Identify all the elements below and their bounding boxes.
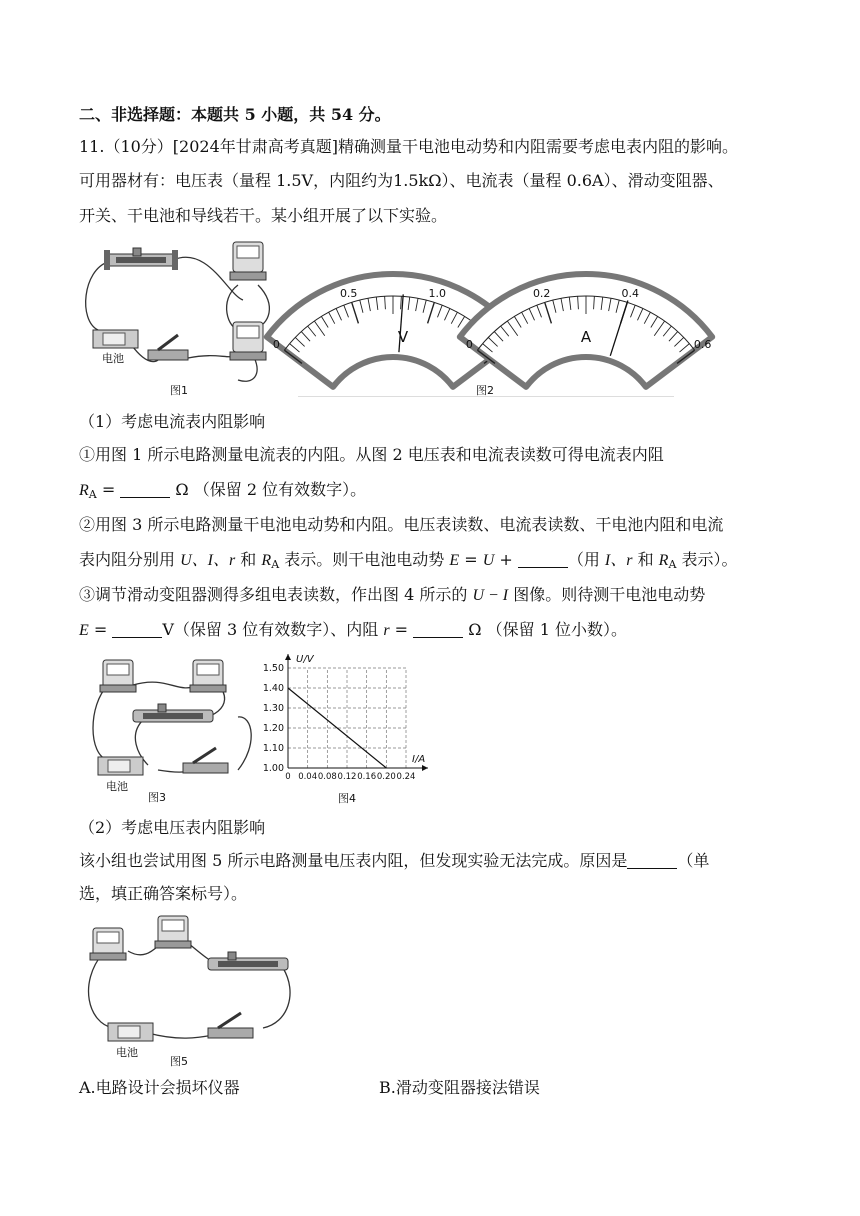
section-title: 二、非选择题：本题共 5 小题，共 54 分。 <box>79 105 391 124</box>
figure-3 <box>78 655 268 805</box>
step2-text-d: 表示）。 <box>676 550 738 569</box>
ammeter-tick-label: 0.6 <box>693 338 712 352</box>
x-tick-label: 0 <box>285 772 291 782</box>
voltmeter-tick-label: 0.5 <box>339 286 358 300</box>
q11-line2: 可用器材有：电压表（量程 1.5V，内阻约为1.5kΩ）、电流表（量程 0.6A）、滑动变阻器、 <box>79 171 724 190</box>
step3-E: E <box>79 622 89 639</box>
step2-and2: 和 <box>632 550 659 569</box>
x-tick-label: 0.24 <box>396 772 416 782</box>
step2-line1: ②用图 3 所示电路测量干电池电动势和内阻。电压表读数、电流表读数、干电池内阻和电流 <box>79 515 724 534</box>
figure-divider <box>298 396 674 397</box>
voltmeter-icon <box>190 660 226 692</box>
step3-eq: = <box>88 620 113 639</box>
battery-icon <box>93 330 138 348</box>
figure-5 <box>78 913 298 1068</box>
rheostat-icon <box>133 704 213 722</box>
ra-symbol: R <box>79 482 89 499</box>
q11-line1: 11.（10分）[2024年甘肃高考真题]精确测量干电池电动势和内阻需要考虑电表内阻的影响。 <box>79 137 739 156</box>
answer-blank-choice[interactable] <box>627 852 677 869</box>
step3-mid: V（保留 3 位有效数字）、内阻 <box>162 620 384 639</box>
voltmeter-meter-letter: V <box>397 328 409 346</box>
step2-eq: = <box>459 550 483 569</box>
voltmeter-icon <box>230 242 266 280</box>
answer-blank-emf[interactable] <box>112 621 162 638</box>
ammeter-meter-letter: A <box>580 328 592 346</box>
answer-blank-emf-expr[interactable] <box>518 551 568 568</box>
fig1-caption: 图1 <box>170 384 188 397</box>
data-line <box>288 688 386 768</box>
x-tick-label: 0.04 <box>298 772 318 782</box>
x-tick-label: 0.16 <box>357 772 377 782</box>
rheostat-icon <box>104 248 178 270</box>
ammeter-icon <box>155 916 191 948</box>
step3-line1 <box>79 584 705 607</box>
step2-E: E <box>449 552 460 569</box>
ammeter-tick-label: 0 <box>465 338 473 352</box>
rheostat-icon <box>208 952 288 970</box>
y-axis-label: U/V <box>296 654 314 665</box>
step2-ra2: R <box>658 552 669 569</box>
step1-line1: ①用图 1 所示电路测量电流表的内阻。从图 2 电压表和电流表读数可得电流表内阻 <box>79 445 664 464</box>
y-tick-label: 1.40 <box>262 683 284 694</box>
step2-line2 <box>79 549 738 576</box>
step2-text-c: （用 <box>567 550 605 569</box>
x-axis-label: I/A <box>412 754 426 765</box>
ammeter-icon <box>100 660 136 692</box>
fig5-battery-label: 电池 <box>116 1046 138 1059</box>
y-tick-label: 1.30 <box>262 703 284 714</box>
step2-plus: + <box>494 550 518 569</box>
step2-and: 和 <box>235 550 262 569</box>
y-tick-label: 1.10 <box>262 743 284 754</box>
part2-text: 该小组也尝试用图 5 所示电路测量电压表内阻，但发现实验无法完成。原因是 <box>79 851 628 870</box>
step3-text-b: 图像。则待测干电池电动势 <box>508 585 706 604</box>
y-axis-arrow <box>285 654 291 660</box>
fig1-battery-label: 电池 <box>102 352 124 365</box>
answer-blank-ra[interactable] <box>120 481 170 498</box>
step2-U: U <box>482 552 495 569</box>
x-axis-arrow <box>422 765 428 771</box>
step2-ra-sub: A <box>271 558 280 571</box>
fig3-battery-label: 电池 <box>106 780 128 793</box>
ra-subscript: A <box>88 488 97 501</box>
x-tick-label: 0.12 <box>337 772 357 782</box>
figure-1 <box>78 240 298 400</box>
step2-text-a: 表内阻分别用 <box>79 550 181 569</box>
battery-icon <box>108 1023 153 1041</box>
step2-ra2-sub: A <box>668 558 677 571</box>
fig5-caption: 图5 <box>170 1055 188 1068</box>
y-tick-label: 1.00 <box>262 763 284 774</box>
circuit-diagram-1 <box>78 240 298 400</box>
part2-title: （2）考虑电压表内阻影响 <box>79 818 266 837</box>
x-tick-label: 0.08 <box>317 772 337 782</box>
voltmeter-tick-label: 0 <box>272 338 280 352</box>
step2-ra: R <box>261 552 272 569</box>
switch-icon <box>148 335 188 360</box>
battery-icon <box>98 757 143 775</box>
option-a[interactable]: A.电路设计会损坏仪器 <box>79 1078 240 1097</box>
figure-4 <box>252 648 442 808</box>
fig4-caption: 图4 <box>338 792 356 805</box>
part1-title: （1）考虑电流表内阻影响 <box>79 412 266 431</box>
x-tick-label: 0.20 <box>376 772 396 782</box>
y-tick-label: 1.20 <box>262 723 284 734</box>
circuit-diagram-5 <box>78 913 298 1063</box>
step1-line2 <box>79 479 366 506</box>
fig3-caption: 图3 <box>148 791 166 804</box>
voltmeter-tick-label: 1.0 <box>428 286 447 300</box>
voltmeter-icon <box>90 928 126 960</box>
equals: = <box>96 480 121 499</box>
option-b[interactable]: B.滑动变阻器接法错误 <box>379 1078 540 1097</box>
step3-r: r <box>383 622 390 639</box>
fig2-caption: 图2 <box>476 384 494 397</box>
step2-vars: U、I、r <box>180 552 236 569</box>
step3-UI: U − I <box>472 587 509 604</box>
switch-icon <box>183 748 228 773</box>
step1-unit: Ω （保留 2 位有效数字）。 <box>170 480 367 499</box>
meters-diagram <box>272 262 712 384</box>
part2-text-end: （单 <box>677 851 710 870</box>
step3-text-a: ③调节滑动变阻器测得多组电表读数，作出图 4 所示的 <box>79 585 473 604</box>
figure-2 <box>272 262 712 400</box>
ui-chart <box>252 648 442 793</box>
part2-line1 <box>79 850 709 872</box>
step3-line2 <box>79 619 627 642</box>
ammeter-icon <box>230 322 266 360</box>
ammeter-tick-label: 0.4 <box>621 286 640 300</box>
step3-end: Ω （保留 1 位小数）。 <box>463 620 627 639</box>
q11-line3: 开关、干电池和导线若干。某小组开展了以下实验。 <box>79 206 448 225</box>
y-tick-label: 1.50 <box>262 663 284 674</box>
step2-Ir: I、r <box>604 552 633 569</box>
step3-eq2: = <box>389 620 414 639</box>
ammeter-tick-label: 0.2 <box>532 286 551 300</box>
step2-text-b: 表示。则干电池电动势 <box>279 550 450 569</box>
answer-blank-r[interactable] <box>413 621 463 638</box>
part2-line2: 选，填正确答案标号）。 <box>79 884 248 903</box>
switch-icon <box>208 1013 253 1038</box>
